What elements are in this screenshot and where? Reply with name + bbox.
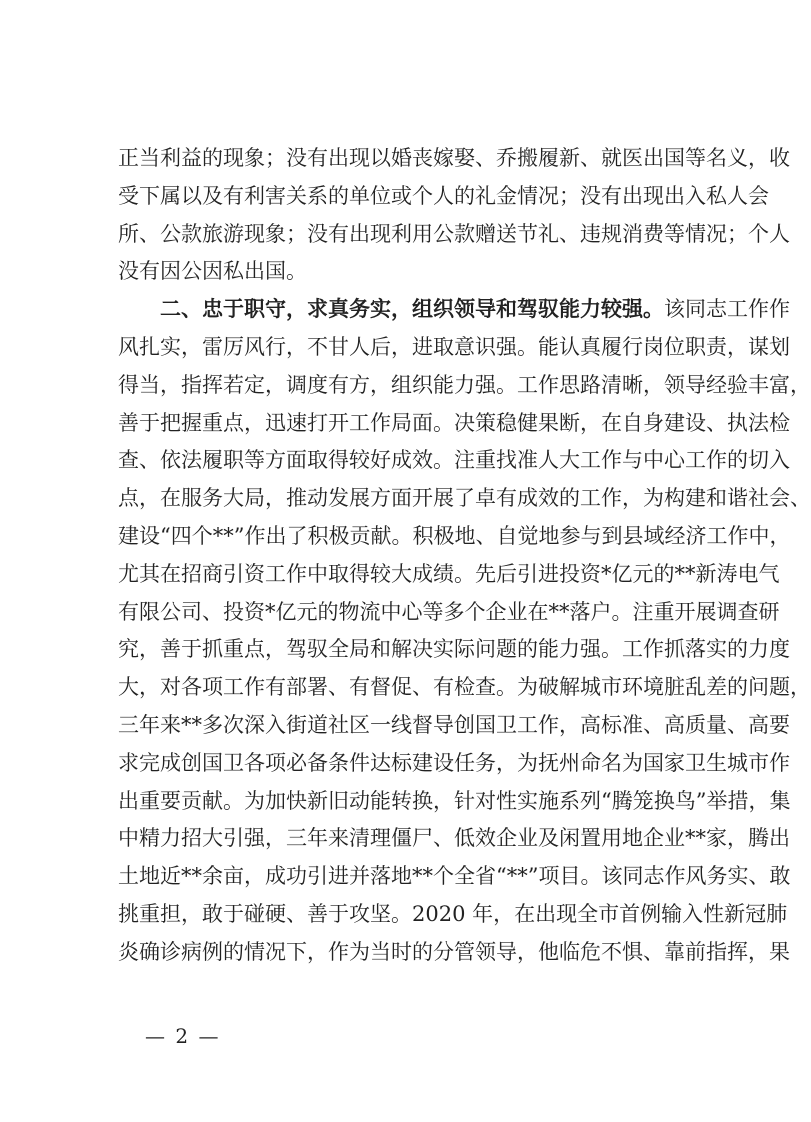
text-line: 点，在服务大局，推动发展方面开展了卓有成效的工作，为构建和谐社会、	[118, 486, 811, 511]
paragraph-duty	[118, 295, 811, 1013]
text-line	[118, 295, 790, 333]
text-line: 求完成创国卫各项必备条件达标建设任务，为抚州命名为国家卫生城市作	[118, 750, 790, 775]
text-line: 有限公司、投资*亿元的物流中心等多个企业在**落户。注重开展调查研	[118, 599, 780, 624]
text-line: 得当，指挥若定，调度有方，组织能力强。工作思路清晰，领导经验丰富，	[118, 372, 811, 397]
text-line: 炎确诊病例的情况下，作为当时的分管领导，他临危不惧、靠前指挥，果	[118, 939, 790, 964]
text-line: 查、依法履职等方面取得较好成效。注重找准人大工作与中心工作的切入	[118, 448, 790, 473]
text-run: 该同志工作作	[664, 297, 790, 322]
text-line	[118, 976, 678, 1014]
text-line: 三年来**多次深入街道社区一线督导创国卫工作，高标准、高质量、高要	[118, 712, 790, 737]
text-line: 究，善于抓重点，驾驭全局和解决实际问题的能力强。工作抓落实的力度	[118, 637, 790, 662]
text-line: 土地近**余亩，成功引进并落地**个全省“**”项目。该同志作风务实、敢	[118, 864, 791, 889]
text-line: 挑重担，敢于碰硬、善于攻坚。2020 年，在出现全市首例输入性新冠肺	[118, 901, 788, 926]
text-line: 出重要贡献。为加快新旧动能转换，针对性实施系列“腾笼换鸟”举措，集	[118, 788, 791, 813]
text-line: 受下属以及有利害关系的单位或个人的礼金情况；没有出现出入私人会	[118, 183, 769, 208]
text-line: 正当利益的现象；没有出现以婚丧嫁娶、乔搬履新、就医出国等名义，收	[118, 146, 790, 170]
section-heading: 二、忠于职守，求真务实，组织领导和驾驭能力较强。	[160, 297, 664, 322]
text-line: 善于把握重点，迅速打开工作局面。决策稳健果断，在自身建设、执法检	[118, 410, 790, 435]
text-line: 没有因公因私出国。	[118, 259, 307, 284]
paragraph-integrity	[118, 144, 790, 295]
text-line: 建设“四个**”作出了积极贡献。积极地、自觉地参与到县域经济工作中，	[118, 523, 791, 548]
text-line: 中精力招大引强，三年来清理僵尸、低效企业及闲置用地企业**家，腾出	[118, 826, 790, 851]
page-number: — 2 —	[145, 1024, 221, 1048]
text-line: 尤其在招商引资工作中取得较大成绩。先后引进投资*亿元的**新涛电气	[118, 561, 780, 586]
document-body	[118, 144, 811, 1013]
text-line: 大，对各项工作有部署、有督促、有检查。为破解城市环境脏乱差的问题，	[118, 675, 811, 700]
text-line: 所、公款旅游现象；没有出现利用公款赠送节礼、违规消费等情况；个人	[118, 221, 790, 246]
text-line: 风扎实，雷厉风行，不甘人后，进取意识强。能认真履行岗位职责，谋划	[118, 334, 790, 359]
